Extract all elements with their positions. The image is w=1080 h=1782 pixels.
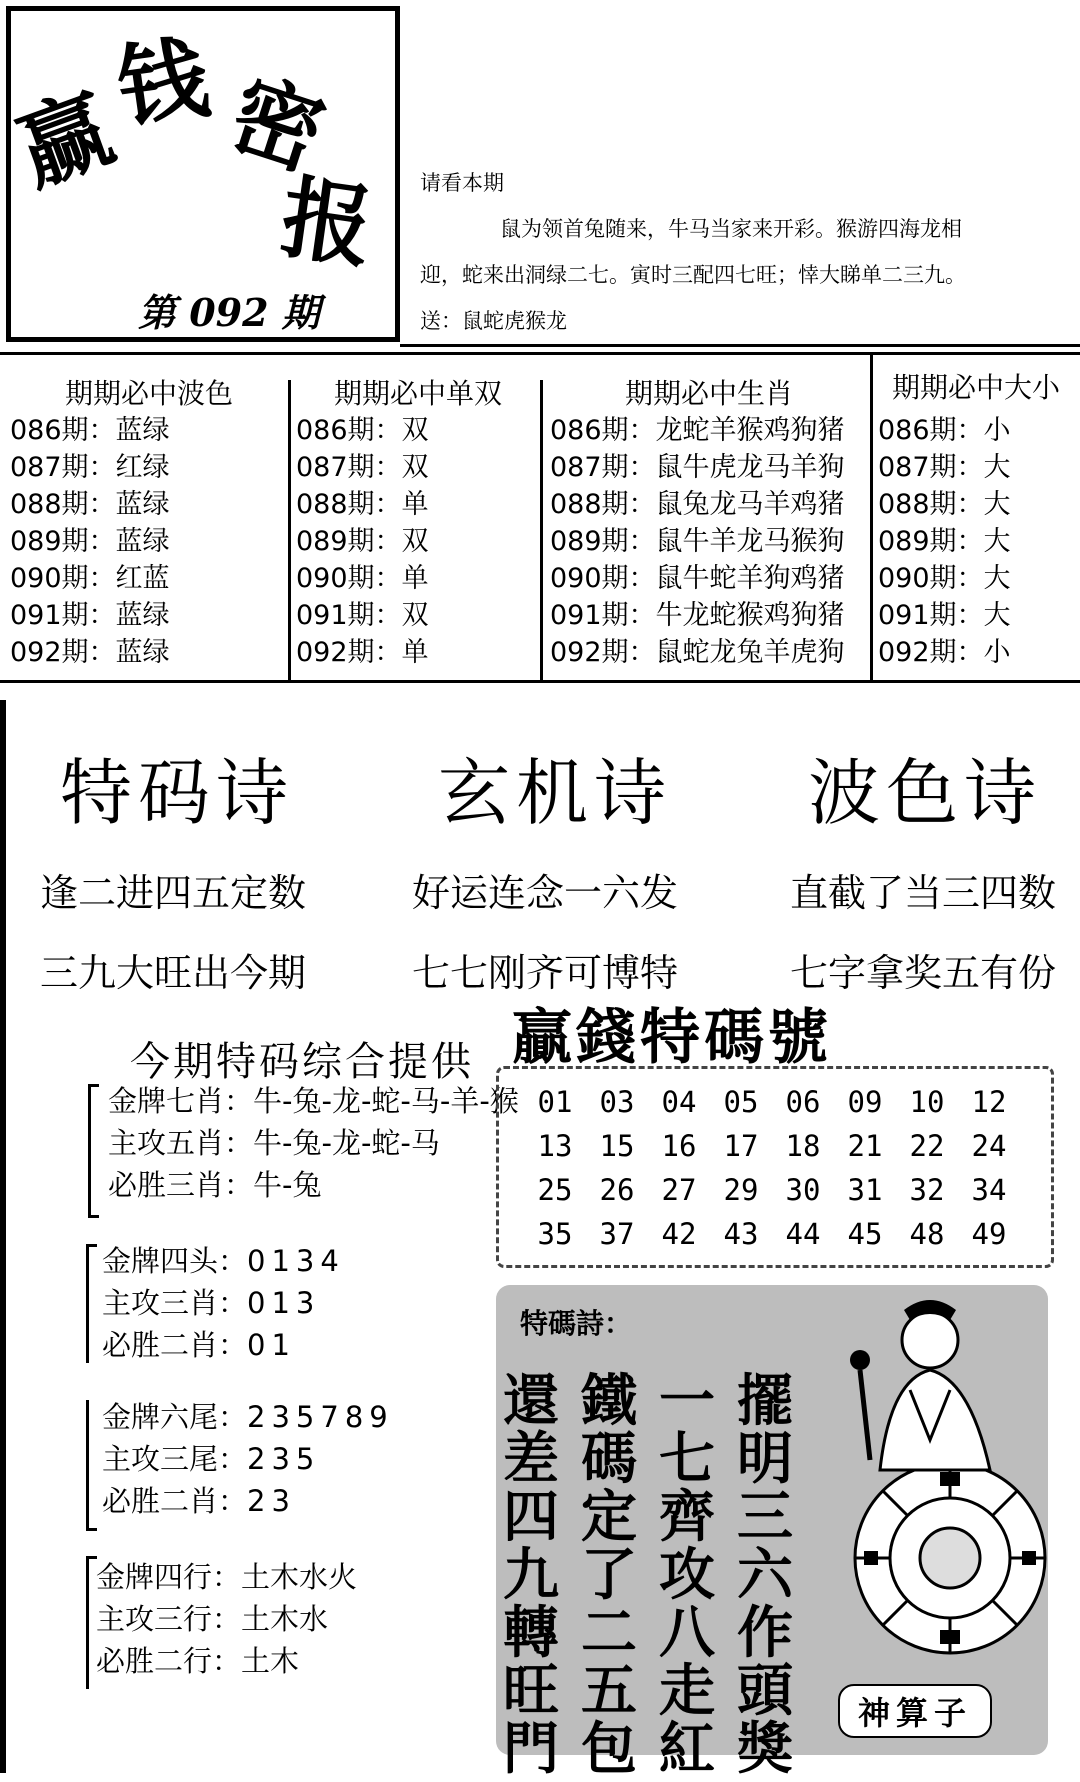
intro-line: 鼠为领首兔随来，牛马当家来开彩。猴游四海龙相 [500,217,962,241]
combo-label: 主攻三肖： [102,1286,248,1320]
group-bracket [88,1084,99,1218]
table-row: 086期：蓝绿 [10,415,170,446]
numbers-grid [524,1080,1024,1256]
table-row: 091期：蓝绿 [10,600,170,631]
number-cell: 24 [971,1129,1007,1163]
history-column-oddeven [296,372,540,671]
number-cell: 48 [909,1217,945,1251]
table-row: 087期：鼠牛虎龙马羊狗 [550,452,845,483]
combo-row [102,1240,476,1282]
group-bracket [86,1244,97,1363]
combo-label: 金牌四行： [96,1560,242,1594]
combo-group [86,1556,486,1682]
combo-row [102,1438,486,1480]
combo-label: 必胜二肖： [102,1484,248,1518]
number-cell: 17 [723,1129,759,1163]
combo-value: 牛-兔-龙-蛇-马-羊-猴 [253,1084,519,1118]
history-column-size [878,366,1074,671]
history-column-color [10,372,288,671]
numbers-row [524,1080,1024,1124]
combo-title: 今期特码综合提供 [130,1039,474,1085]
left-border [0,700,6,1773]
number-cell: 25 [537,1173,573,1207]
numbers-title: 贏錢特碼號 [512,1003,832,1073]
group-bracket [86,1556,97,1689]
table-row: 087期：大 [878,452,1011,483]
sage-label: 神算子 [838,1684,992,1738]
verse-column: 擺 明 三 六 作 頭 獎 [737,1368,793,1782]
number-cell: 18 [785,1129,821,1163]
number-cell: 34 [971,1173,1007,1207]
number-cell: 13 [537,1129,573,1163]
combo-row [108,1164,478,1206]
logo-char: 报 [275,164,379,282]
table-row: 089期：鼠牛羊龙马猴狗 [550,526,845,557]
number-cell: 22 [909,1129,945,1163]
intro-line: 送：鼠蛇虎猴龙 [420,309,567,333]
poem-title: 波色诗 [808,751,1043,835]
table-row: 092期：鼠蛇龙兔羊虎狗 [550,637,845,668]
table-row: 088期：大 [878,489,1011,520]
column-title: 期期必中单双 [333,377,502,410]
column-divider [540,380,543,680]
number-cell: 35 [537,1217,573,1251]
number-cell: 16 [661,1129,697,1163]
table-row: 089期：蓝绿 [10,526,170,557]
logo-char: 赢 [4,74,126,206]
combo-label: 主攻三尾： [102,1442,248,1476]
table-row: 090期：红蓝 [10,563,170,594]
number-cell: 05 [723,1085,759,1119]
poem-title: 玄机诗 [438,751,673,835]
table-row: 089期：大 [878,526,1011,557]
poem-line: 直截了当三四数 [790,871,1057,915]
combo-row [102,1282,476,1324]
table-row: 090期：单 [296,563,429,594]
header-divider [400,344,1080,347]
combo-group [86,1396,486,1522]
issue-number: 第 092 期 [138,290,320,335]
combo-label: 主攻三行： [96,1602,242,1636]
combo-group [86,1240,476,1366]
number-cell: 15 [599,1129,635,1163]
number-cell: 01 [537,1085,573,1119]
combo-value: 土木 [241,1644,300,1678]
combo-row [108,1122,478,1164]
combo-row [102,1324,476,1366]
verse-column: 還 差 四 九 轉 旺 門 [503,1368,559,1782]
combo-value: 土木水火 [241,1560,358,1594]
poem-second-line-strip [0,946,1060,995]
sage-illustration-icon [800,1300,1040,1700]
verse-column: 鐵 碼 定 了 二 五 包 [581,1368,637,1782]
table-row: 092期：单 [296,637,429,668]
table-top-line [0,352,1080,355]
number-cell: 21 [847,1129,883,1163]
numbers-row [524,1212,1024,1256]
table-row: 088期：单 [296,489,429,520]
table-row: 092期：蓝绿 [10,637,170,668]
table-row: 089期：双 [296,526,429,557]
table-row: 088期：蓝绿 [10,489,170,520]
combo-label: 金牌七肖： [108,1084,254,1118]
intro-text [420,160,1060,344]
poem-line: 七七刚齐可博特 [412,951,679,995]
combo-row [102,1480,486,1522]
table-row: 091期：大 [878,600,1011,631]
number-cell: 44 [785,1217,821,1251]
table-bottom-line [0,680,1080,683]
poem-line: 七字拿奖五有份 [790,951,1057,995]
numbers-row [524,1168,1024,1212]
number-cell: 31 [847,1173,883,1207]
number-cell: 06 [785,1085,821,1119]
number-cell: 49 [971,1217,1007,1251]
number-cell: 43 [723,1217,759,1251]
logo-char: 密 [217,60,337,190]
combo-value: 01 [247,1328,296,1362]
combo-value: 土木水 [241,1602,329,1636]
table-row: 087期：红绿 [10,452,170,483]
number-cell: 04 [661,1085,697,1119]
group-bracket [86,1400,97,1531]
number-cell: 09 [847,1085,883,1119]
table-row: 086期：双 [296,415,429,446]
poem-line: 逢二进四五定数 [40,871,307,915]
number-cell: 27 [661,1173,697,1207]
combo-row [102,1396,486,1438]
number-cell: 12 [971,1085,1007,1119]
number-cell: 26 [599,1173,635,1207]
number-cell: 37 [599,1217,635,1251]
history-column-zodiac [550,372,868,671]
numbers-row [524,1124,1024,1168]
column-title: 期期必中大小 [891,371,1060,404]
combo-row [96,1640,486,1682]
combo-label: 必胜二行： [96,1644,242,1678]
number-cell: 32 [909,1173,945,1207]
table-row: 090期：大 [878,563,1011,594]
combo-value: 013 [247,1286,321,1320]
combo-value: 235789 [247,1400,394,1434]
table-row: 088期：鼠兔龙马羊鸡猪 [550,489,845,520]
table-row: 091期：双 [296,600,429,631]
verse-column: 一 七 齊 攻 八 走 紅 [659,1368,715,1782]
number-cell: 03 [599,1085,635,1119]
poem-title: 特码诗 [60,751,295,835]
poem-line: 好运连念一六发 [412,871,679,915]
intro-line: 迎，蛇来出洞绿二七。寅时三配四七旺；悻大睇单二三九。 [420,263,966,287]
combo-value: 0134 [247,1244,345,1278]
verse-label: 特碼詩： [520,1307,633,1340]
column-divider [288,380,291,680]
combo-value: 23 [247,1484,296,1518]
column-title: 期期必中波色 [64,377,233,410]
combo-label: 主攻五肖： [108,1126,254,1160]
combo-value: 牛-兔-龙-蛇-马 [253,1126,440,1160]
number-cell: 29 [723,1173,759,1207]
table-row: 087期：双 [296,452,429,483]
combo-label: 必胜二肖： [102,1328,248,1362]
table-row: 092期：小 [878,637,1011,668]
combo-row [108,1080,519,1122]
table-row: 090期：鼠牛蛇羊狗鸡猪 [550,563,845,594]
combo-value: 235 [247,1442,321,1476]
combo-label: 金牌六尾： [102,1400,248,1434]
combo-row [96,1598,486,1640]
number-cell: 45 [847,1217,883,1251]
combo-label: 金牌四头： [102,1244,248,1278]
table-row: 091期：牛龙蛇猴鸡狗猪 [550,600,845,631]
combo-label: 必胜三肖： [108,1168,254,1202]
number-cell: 30 [785,1173,821,1207]
combo-value: 牛-兔 [253,1168,322,1202]
number-cell: 42 [661,1217,697,1251]
number-cell: 10 [909,1085,945,1119]
combo-group [88,1080,519,1206]
poem-line: 三九大旺出今期 [40,951,307,995]
combo-row [96,1556,486,1598]
column-title: 期期必中生肖 [624,377,793,410]
column-divider [870,352,873,680]
table-row: 086期：小 [878,415,1011,446]
table-row: 086期：龙蛇羊猴鸡狗猪 [550,415,845,446]
logo-char: 钱 [111,24,215,142]
intro-lead: 请看本期 [420,171,504,195]
